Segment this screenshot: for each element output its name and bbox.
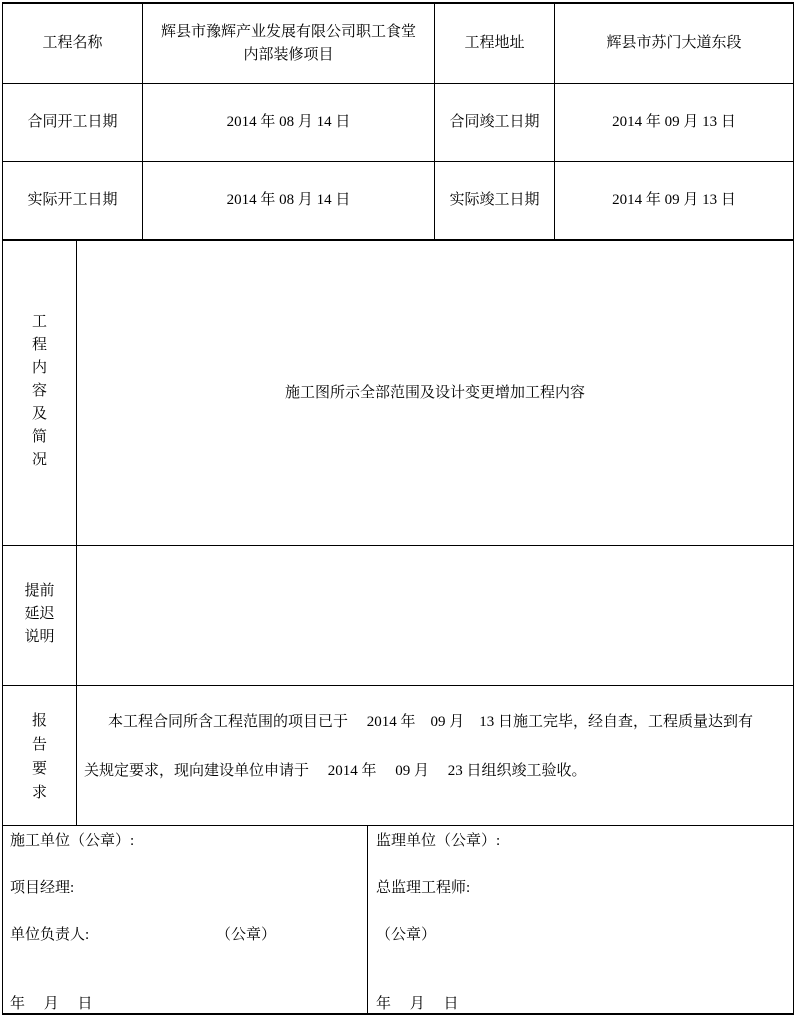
delay-value	[77, 546, 793, 685]
project-name-line-2: 内部装修项目	[243, 46, 334, 63]
project-name-label: 工程名称	[42, 35, 103, 51]
content-label-char: 工	[31, 314, 47, 330]
supervisor-unit-label: 监理单位（公章）:	[376, 833, 501, 849]
content-label-char: 容	[31, 383, 47, 399]
contract-end-label: 合同竣工日期	[449, 114, 540, 130]
delay-label-line: 提前	[24, 583, 55, 599]
chief-supervisor-label: 总监理工程师:	[376, 880, 471, 896]
column-divider	[367, 825, 368, 1014]
contractor-seal: （公章）	[216, 927, 277, 943]
project-manager-label: 项目经理:	[10, 880, 75, 896]
contractor-unit-label: 施工单位（公章）:	[10, 833, 135, 849]
border-bottom	[2, 1013, 794, 1015]
actual-start-label: 实际开工日期	[27, 192, 118, 208]
report-label	[3, 709, 76, 805]
report-line-1: 本工程合同所含工程范围的项目已于 2014 年 09 月 13 日施工完毕，经自查，工程质量达到有	[108, 714, 754, 730]
actual-end-value: 2014 年 09 月 13 日	[612, 192, 736, 208]
report-label-char: 报	[31, 713, 47, 729]
actual-start-value: 2014 年 08 月 14 日	[226, 192, 351, 208]
content-label	[3, 311, 76, 472]
content-label-char: 内	[31, 360, 47, 376]
delay-label-line: 说明	[24, 629, 55, 645]
report-label-char: 告	[31, 737, 47, 753]
border-right	[793, 2, 794, 1015]
contract-start-label: 合同开工日期	[27, 114, 118, 130]
actual-end-label: 实际竣工日期	[449, 192, 540, 208]
content-label-char: 程	[31, 337, 47, 353]
contractor-date: 年 月 日	[10, 996, 93, 1012]
unit-head-label: 单位负责人:	[10, 927, 90, 943]
supervisor-date: 年 月 日	[376, 996, 459, 1012]
project-address-value: 辉县市苏门大道东段	[606, 35, 742, 51]
project-address-label: 工程地址	[464, 35, 525, 51]
supervisor-seal: （公章）	[376, 927, 437, 943]
delay-label	[3, 580, 76, 649]
content-label-char: 及	[31, 406, 47, 422]
row-divider	[2, 685, 794, 686]
report-label-char: 求	[31, 785, 47, 801]
delay-label-line: 延迟	[24, 606, 55, 622]
project-name-value	[143, 4, 434, 83]
content-label-char: 简	[31, 429, 47, 445]
project-name-line-1: 辉县市豫辉产业发展有限公司职工食堂	[160, 23, 416, 40]
contract-start-value: 2014 年 08 月 14 日	[226, 114, 351, 130]
content-value: 施工图所示全部范围及设计变更增加工程内容	[284, 384, 585, 401]
contract-end-value: 2014 年 09 月 13 日	[612, 114, 736, 130]
row-divider	[2, 825, 794, 826]
content-label-char: 况	[31, 452, 47, 468]
report-label-char: 要	[31, 761, 47, 777]
report-line-2: 关规定要求，现向建设单位申请于 2014 年 09 月 23 日组织竣工验收。	[84, 763, 587, 779]
